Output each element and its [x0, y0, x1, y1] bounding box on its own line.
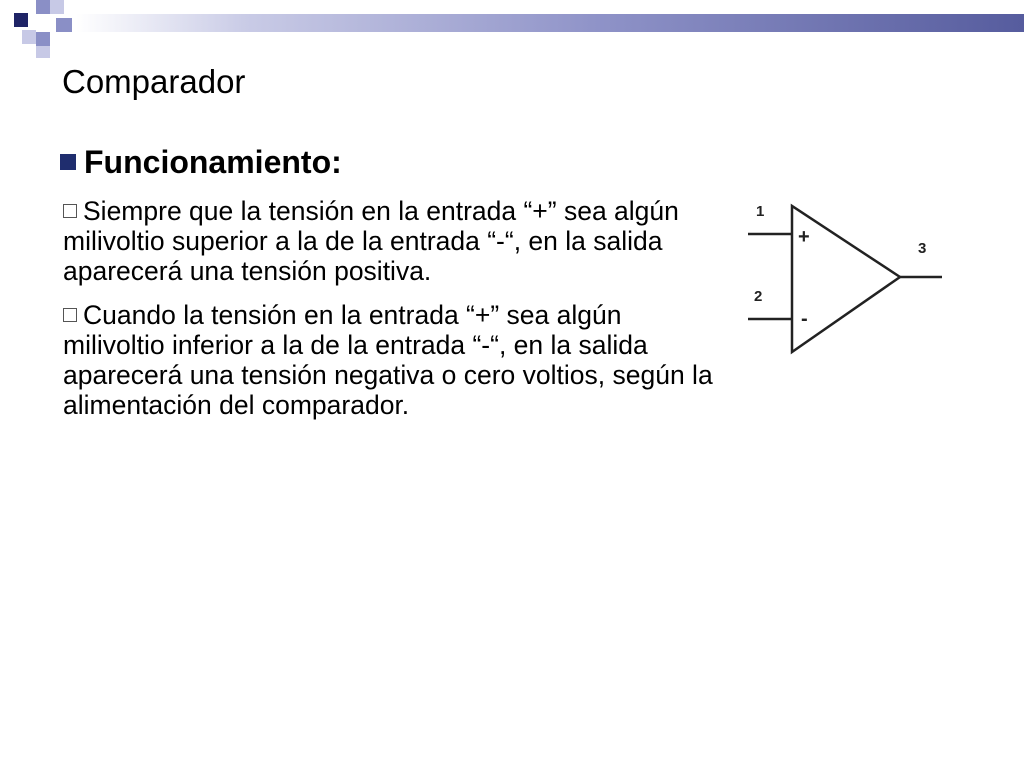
corner-square [36, 0, 50, 14]
section-heading [60, 142, 720, 182]
corner-square [36, 46, 50, 58]
comparator-symbol [736, 188, 952, 360]
bullet-paragraph-positive [60, 196, 720, 286]
pin-label-1: 1 [756, 203, 765, 220]
corner-square [56, 18, 72, 32]
bullet-text: Siempre que la tensión en la entrada “+” sea algún milivoltio superior a la de la entrada “-“, en la salida aparecerá una tensión positiva. [63, 196, 679, 286]
corner-square [14, 13, 28, 27]
slide-body [60, 142, 720, 420]
hollow-square-bullet-icon [63, 308, 77, 322]
minus-sign: - [801, 308, 808, 330]
section-heading-text: Funcionamiento: [84, 144, 342, 180]
slide-title: Comparador [62, 63, 246, 100]
square-bullet-icon [60, 154, 76, 170]
hollow-square-bullet-icon [63, 204, 77, 218]
corner-decoration [0, 0, 80, 60]
pin-label-2: 2 [754, 288, 763, 305]
pin-label-3: 3 [918, 240, 927, 257]
corner-square [50, 0, 64, 14]
bullet-text: Cuando la tensión en la entrada “+” sea algún milivoltio inferior a la de la entrada “-“, en la salida aparecerá una tensión negativa o cero voltios, según la alimentación del comparador. [63, 300, 713, 420]
bullet-paragraph-negative [60, 300, 720, 420]
corner-square [22, 30, 36, 44]
plus-sign: + [798, 226, 810, 248]
corner-square [36, 32, 50, 46]
header-gradient-bar [76, 14, 1024, 32]
